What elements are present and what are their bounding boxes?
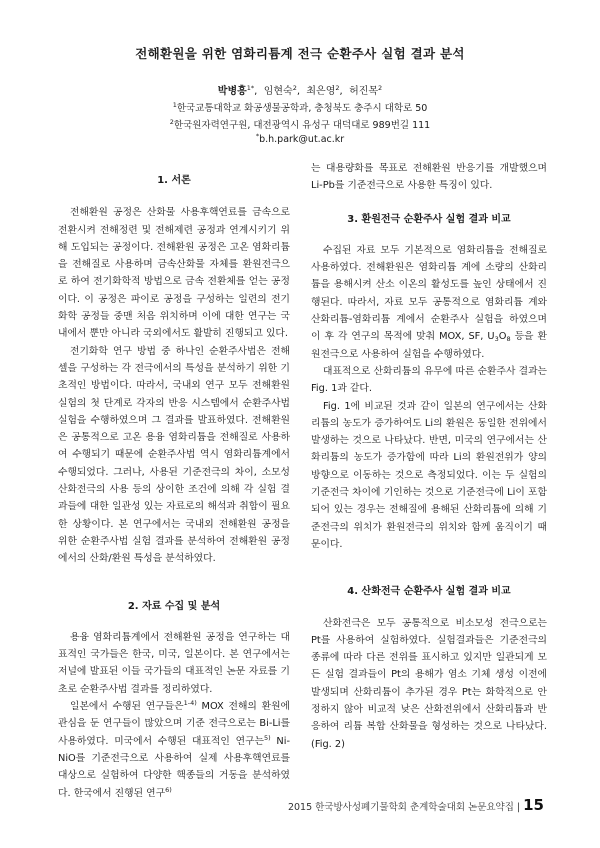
- section-4-heading: 4. 산화전극 순환주사 실험 결과 비교: [347, 586, 511, 598]
- section-1-paragraph-1: 전해환원 공정은 산화물 사용후핵연료를 금속으로 전환시켜 전해정련 및 전해제련 공정과 연계시키기 위해 도입되는 공정이다. 전해환원 공정은 고온 염화리튬을 전해질로 사용하며 금속산화물 자체를 환원전극으로 하여 전기화학적 방법으로 금속 전환체를 얻는 공정이다. 이 공정은 파이로 공정을 구성하는 일련의 전기화학 공정들 중맨 처음 위치하며 이에 대한 연구는 국내에서 뿐만 아니라 국외에서도 활발히 진행되고 있다.: [58, 207, 290, 340]
- author-4-mark: 2: [378, 84, 383, 92]
- author-3: 최은영: [306, 86, 336, 97]
- right-column: [311, 160, 547, 753]
- author-list: 박병흥$^{1*}$, 임현숙$^2$, 최은영$^2$, 허진목$^2$: [217, 84, 383, 97]
- citation-1-4: 1-4): [183, 699, 197, 708]
- section-3-heading: 3. 환원전극 순환주사 실험 결과 비교: [347, 213, 511, 225]
- affiliation-1-mark: 1: [172, 101, 177, 109]
- section-3-paragraph-1: [311, 242, 547, 363]
- section-1-paragraph-2: 전기화학 연구 방법 중 하나인 순환주사법은 전해 셀을 구성하는 각 전극에서의 특성을 분석하기 위한 기초적인 방법이다. 따라서, 국내외 연구 모두 전해환원 실험의 첫 단계로 각자의 반응 시스템에서 순환주사법 실험을 수행하였으며 그 결과를 발표하였다. 전해환원은 공통적으로 고온 용융 염화리튬을 전해질로 사용하여 수행되기 때문에 순환주사법 역시 염화리튬계에서 수행되었다. 그러나, 사용된 기준전극의 차이, 소모성 산화전극의 사용 등의 상이한 조건에 의해 각 실험 결과들에 대한 일관성 있는 자료로의 해석과 취합이 필요한 상황이다. 본 연구에서는 국내외 전해환원 공정을 위한 순환주사법 실험 결과를 분석하여 전해환원 공정에서의 산화/환원 특성을 분석하였다.: [58, 345, 290, 565]
- author-4: 허진목: [349, 86, 379, 97]
- page-number: 15: [523, 796, 544, 814]
- s2-p2-part-a: 일본에서 수행된 연구들은: [70, 701, 184, 713]
- citation-5: 5): [263, 733, 271, 742]
- s3-subscript-3: 3: [494, 335, 499, 344]
- corresponding-email: [0, 134, 600, 145]
- s3-subscript-8: 8: [506, 335, 511, 344]
- author-2: 임현숙: [263, 86, 293, 97]
- affiliation-1-text: 한국교통대학교 화공생물공학과, 충청북도 충주시 대학로 50: [176, 103, 428, 114]
- section-2-heading: 2. 자료 수집 및 분석: [127, 600, 221, 612]
- author-3-mark: 2: [335, 84, 340, 92]
- footer-text: 2015 한국방사성폐기물학회 춘계학술대회 논문요약집: [287, 802, 514, 813]
- affiliation-1: [0, 100, 600, 114]
- section-3-paragraph-3: Fig. 1에 비교된 것과 같이 일본의 연구에서는 산화리튬의 농도가 증가하여도 Li의 환원은 동일한 전위에서 발생하는 것으로 나타났다. 반면, 미국의 연구에서는 산화리튬의 농도가 증가함에 따라 Li의 환원전위가 양의 방향으로 이동하는 것으로 측정되었다. 이는 두 실험의 기준전극 차이에 기인하는 것으로 기준전극에 Li이 포함되어 있는 경우는 전해질에 용해된 산화리튬에 의해 기준전극의 위치가 환원전극의 위치와 함께 움직이기 때문이다.: [311, 400, 547, 550]
- section-2-paragraph-2-continued: 는 대용량화를 목표로 전해환원 반응기를 개발했으며 Li-Pb를 기준전극으로 사용한 특징이 있다.: [311, 163, 547, 192]
- s2-p2-part-b: MOX 전해의 환원에 관심을 둔 연구들이 많았으며 기준 전극으로는 Bi-Li를 사용하였다. 미국에서 수행된 대표적인 연구는: [58, 701, 290, 747]
- affiliation-2-mark: 2: [169, 118, 174, 126]
- citation-6: 6): [165, 785, 172, 794]
- email-text: b.h.park@ut.ac.kr: [259, 134, 345, 145]
- s2-p2-part-c: Ni-NiO를 기준전극으로 사용하여 실제 사용후핵연료를 대상으로 실험하여 다양한 핵종들의 거동을 분석하였다. 한국에서 진행된 연구: [58, 735, 291, 799]
- s3-p1-part-b: O: [498, 331, 507, 343]
- section-1-heading: 1. 서론: [157, 175, 191, 186]
- email-mark: *: [255, 132, 260, 140]
- affiliation-2-text: 한국원자력연구원, 대전광역시 유성구 대덕대로 989번길 111: [173, 120, 431, 131]
- left-column: [58, 172, 290, 802]
- section-2-paragraph-2: [58, 698, 290, 802]
- author-2-mark: 2: [292, 84, 297, 92]
- paper-title: 전해환원을 위한 염화리튬계 전극 순환주사 실험 결과 분석: [135, 46, 465, 61]
- s3-p1-part-a: 수집된 자료 모두 기본적으로 염화리튬을 전해질로 사용하였다. 전해환원은 염화리튬 계에 소량의 산화리튬을 용해시켜 산소 이온의 활성도를 높인 상태에서 진행된다. 따라서, 자료 모두 공통적으로 염화리튬 계와 산화리튬-염화리튬 계에서 순환주사 실험을 하였으며 이 후 각 연구의 목적에 맞춰 MOX, SF, U: [311, 244, 547, 343]
- section-2-paragraph-1: 용융 염화리튬계에서 전해환원 공정을 연구하는 대표적인 국가들은 한국, 미국, 일본이다. 본 연구에서는 저널에 발표된 이들 국가들의 대표적인 논문 자료를 기초로 순환주사법 결과를 정리하였다.: [58, 631, 290, 695]
- author-1-mark: 1*: [246, 84, 255, 92]
- section-3-paragraph-2: 대표적으로 산화리튬의 유무에 따른 순환주사 결과는 Fig. 1과 같다.: [311, 365, 547, 395]
- footer-separator: |: [516, 802, 521, 813]
- section-4-paragraph-1: 산화전극은 모두 공통적으로 비소모성 전극으로는 Pt를 사용하여 실험하였다. 실험결과들은 기준전극의 종류에 따라 다른 전위를 표시하고 있지만 일관되게 모든 실험 결과들이 Pt의 용해가 염소 기체 생성 이전에 발생되며 산화리튬이 추가된 경우 Pt는 화학적으로 안정하지 않아 비교적 낮은 산화전위에서 산화리튬과 반응하여 리튬 복합 산화물을 형성하는 것으로 나타났다. (Fig. 2): [311, 617, 547, 750]
- page-footer: [288, 796, 544, 814]
- affiliation-2: [0, 117, 600, 131]
- s3-p1-part-c: 등을 환원전극으로 사용하여 실험을 수행하였다.: [311, 331, 547, 360]
- author-1: 박병흥: [217, 86, 247, 97]
